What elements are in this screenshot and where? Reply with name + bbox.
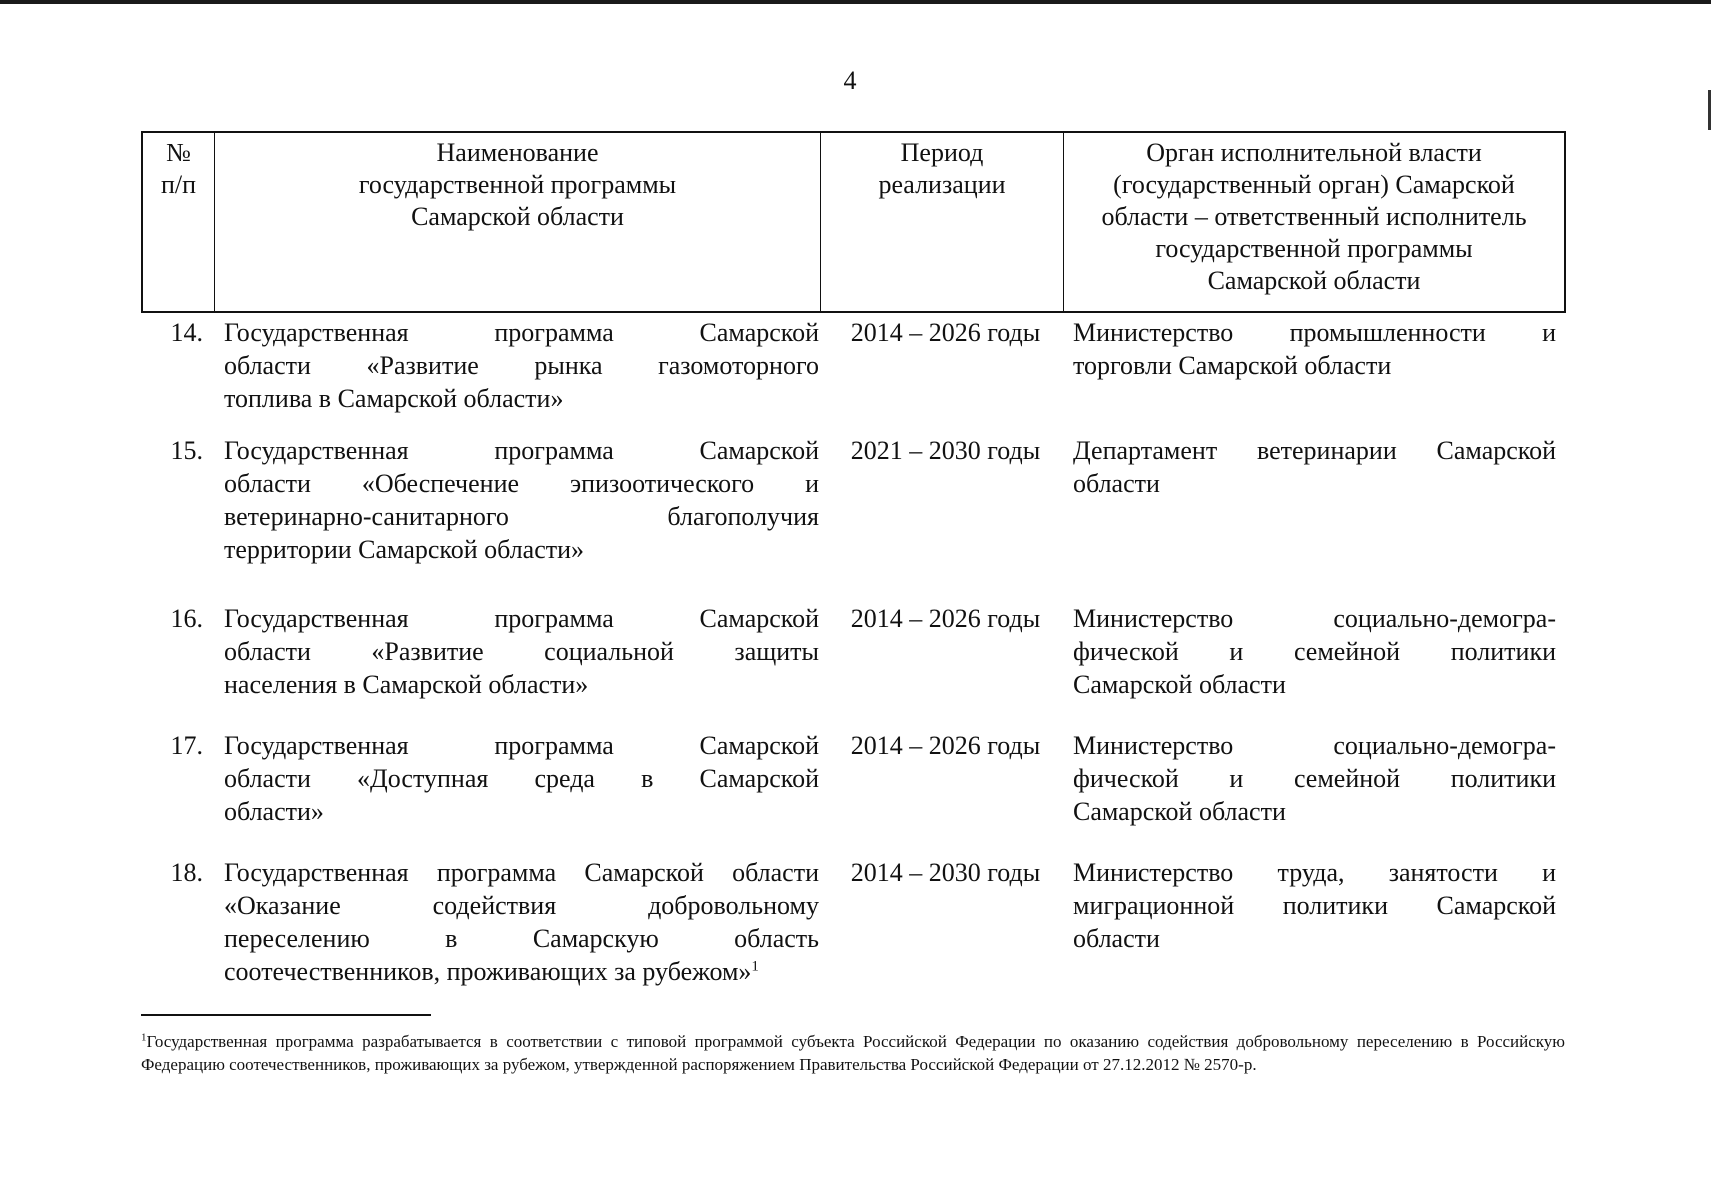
executive-body-line: фической и семейной политики [1073, 764, 1556, 793]
executive-body-line: Министерство труда, занятости и [1073, 858, 1556, 887]
program-name-text: соотечественников, проживающих за рубежом» [224, 957, 752, 986]
executive-body-line: торговли Самарской области [1073, 351, 1392, 380]
scan-edge-line [0, 0, 1711, 4]
program-name [224, 432, 819, 600]
program-name-line: переселению в Самарскую область [224, 924, 819, 953]
table-row [141, 432, 1566, 600]
table-row [141, 727, 1566, 854]
table-body [141, 314, 1566, 994]
header-text: п/п [160, 170, 197, 199]
executive-body-line: фической и семейной политики [1073, 637, 1556, 666]
executive-body-line: Самарской области [1073, 797, 1286, 826]
header-text: Орган исполнительной власти [1146, 138, 1482, 167]
row-number: 18. [170, 858, 203, 887]
program-name [224, 727, 819, 854]
program-name-line: области «Доступная среда в Самарской [224, 764, 819, 793]
header-text: Наименование [436, 138, 599, 167]
row-number: 14. [170, 318, 203, 347]
header-executive-body [1064, 133, 1564, 311]
executive-body [1062, 314, 1566, 432]
program-name-line: Государственная программа Самарской [224, 731, 819, 760]
program-name-line: Государственная программа Самарской области [224, 858, 819, 887]
footnote-separator [141, 1014, 431, 1016]
header-text: № [166, 138, 191, 167]
executive-body [1062, 600, 1566, 727]
footnote-reference[interactable]: 1 [751, 958, 759, 975]
table-header [141, 131, 1566, 313]
program-name [224, 854, 819, 994]
header-text: Самарской области [411, 202, 624, 231]
program-name-line: области «Обеспечение эпизоотического и [224, 469, 819, 498]
table-row [141, 854, 1566, 994]
header-text: (государственный орган) Самарской [1113, 170, 1515, 199]
header-text: Период [900, 138, 984, 167]
header-text: государственной программы [358, 170, 677, 199]
program-name-line: Государственная программа Самарской [224, 604, 819, 633]
header-text: государственной программы [1155, 234, 1473, 263]
program-name-line: «Оказание содействия добровольному [224, 891, 819, 920]
header-text: Самарской области [1207, 266, 1421, 295]
program-name-line: населения в Самарской области» [224, 670, 589, 699]
program-name-line: области «Развитие рынка газомоторного [224, 351, 819, 380]
header-text: области – ответственный исполнитель [1101, 202, 1527, 231]
executive-body-line: области [1073, 469, 1160, 498]
program-name-line: топлива в Самарской области» [224, 384, 564, 413]
executive-body-line: Министерство социально-демогра- [1073, 604, 1556, 633]
program-name-line: области» [224, 797, 324, 826]
executive-body-line: Министерство промышленности и [1073, 318, 1556, 347]
header-text: реализации [878, 170, 1006, 199]
executive-body-line: миграционной политики Самарской [1073, 891, 1556, 920]
program-period: 2014 – 2026 годы [850, 731, 1041, 760]
program-name-line [224, 955, 819, 988]
executive-body [1062, 727, 1566, 854]
program-name-line: области «Развитие социальной защиты [224, 637, 819, 666]
header-program-name [215, 133, 821, 311]
footnote-text: Государственная программа разрабатывается в соответствии с типовой программой субъекта Российской Федерации по оказанию содействия добровольному переселению в Российскую Федерацию соотечественников, проживающих за рубежом, утвержденной распоряжением Правительства Российской Федерации от 27.12.2012 № 2570-р. [141, 1032, 1565, 1074]
table-row [141, 600, 1566, 727]
program-name [224, 600, 819, 727]
footnote-mark: 1 [141, 1031, 147, 1044]
row-number: 15. [170, 436, 203, 465]
program-name-line: территории Самарской области» [224, 535, 585, 564]
executive-body [1062, 432, 1566, 600]
program-name-line: Государственная программа Самарской [224, 318, 819, 347]
program-name-line: Государственная программа Самарской [224, 436, 819, 465]
executive-body-line: Министерство социально-демогра- [1073, 731, 1556, 760]
executive-body [1062, 854, 1566, 994]
executive-body-line: Департамент ветеринарии Самарской [1073, 436, 1556, 465]
page-number: 4 [843, 66, 857, 95]
header-number [143, 133, 215, 311]
row-number: 17. [170, 731, 203, 760]
table-row [141, 314, 1566, 432]
program-period: 2014 – 2026 годы [850, 604, 1041, 633]
program-period: 2014 – 2030 годы [850, 858, 1041, 887]
executive-body-line: Самарской области [1073, 670, 1286, 699]
program-period: 2014 – 2026 годы [850, 318, 1041, 347]
program-name [224, 314, 819, 432]
footnote [141, 1030, 1565, 1076]
program-period: 2021 – 2030 годы [850, 436, 1041, 465]
row-number: 16. [170, 604, 203, 633]
header-period [821, 133, 1064, 311]
executive-body-line: области [1073, 924, 1160, 953]
program-name-line: ветеринарно-санитарного благополучия [224, 502, 819, 531]
